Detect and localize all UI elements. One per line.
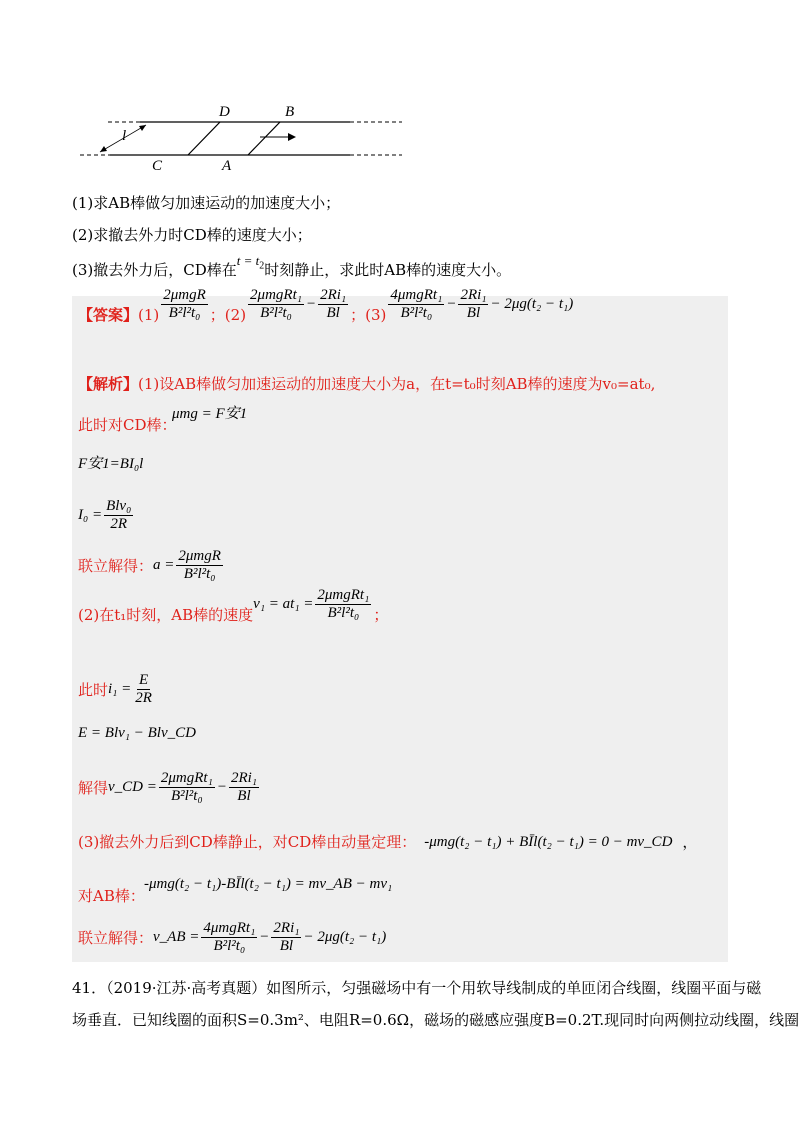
analysis-eq-12-den2: Bl: [279, 938, 294, 954]
analysis-eq-5-den: B²l²t₀: [183, 566, 216, 582]
label-l: l: [122, 128, 127, 144]
analysis-eq-10-end: ，: [682, 833, 698, 851]
rod-cd: [188, 122, 220, 155]
velocity-arrow: [260, 133, 296, 141]
analysis-line-9: 解得 v_CD = $\frac{\text{2μmgRt₁}}{\text{B²l²t₀}}$ − $\frac{\text{2Ri₁}}{Bl}$: [78, 770, 257, 804]
analysis-line-5: [78, 548, 225, 583]
analysis-eq-12-num1: 4μmgRt₁: [203, 920, 256, 936]
analysis-eq-12-den1: B²l²t₀: [213, 938, 246, 954]
analysis-eq-4-lhs: I₀ =: [78, 507, 103, 523]
analysis-eq-3: F安1=BI₀l: [78, 456, 144, 472]
answer-part-1: (1): [138, 306, 160, 324]
analysis-eq-9-lhs: v_CD =: [108, 779, 157, 795]
analysis-line-2: 此时对CD棒：: [78, 416, 177, 434]
label-b: B: [285, 104, 295, 120]
label-c: C: [152, 158, 163, 174]
question-3-post: 时刻静止，求此时AB棒的速度大小。: [264, 261, 512, 279]
analysis-eq-5-lhs: a =: [153, 557, 175, 573]
analysis-eq-9-num2: 2Ri₁: [230, 770, 257, 786]
question-3-pre: (3)撤去外力后，CD棒在: [72, 261, 237, 279]
question-1: (1)求AB棒做匀加速运动的加速度大小；: [72, 194, 341, 212]
rails-diagram: [70, 100, 410, 180]
analysis-eq-6-end: ；: [373, 606, 389, 624]
analysis-eq-7-num: E: [139, 672, 149, 688]
next-problem-line-2: 场垂直．已知线圈的面积S=0.3m²、电阻R=0.6Ω，磁场的磁感应强度B=0.2T.现同时向两侧拉动线圈，线圈: [72, 1011, 800, 1029]
answer-part-3: ；(3): [350, 306, 387, 324]
answer3-den2: Bl: [466, 304, 481, 321]
analysis-eq-4-den: 2R: [110, 516, 128, 532]
answer1-denominator: B²l²t₀: [168, 304, 201, 321]
question-2: (2)求撤去外力时CD棒的速度大小；: [72, 226, 312, 244]
answer3-tail: − 2μg(t₂ − t₁): [490, 296, 574, 312]
analysis-line-12: 联立解得： v_AB = $\frac{\text{4μmgRt₁}}{\text{B²l²t₀}}$ − $\frac{\text{2Ri₁}}{Bl}$ − 2μg(t₂ − t₁): [78, 920, 387, 954]
answer3-num2: 2Ri₁: [460, 286, 487, 303]
analysis-text-9: 解得: [78, 778, 109, 797]
analysis-eq-10: -μmg(t₂ − t₁) + BĪl(t₂ − t₁) = 0 − mv_CD: [424, 833, 673, 850]
analysis-text-7: 此时: [78, 680, 109, 699]
analysis-eq-8: E = Blv₁ − Blv_CD: [78, 725, 196, 741]
analysis-eq-6-num: 2μmgRt₁: [317, 586, 370, 603]
analysis-eq-4: [78, 498, 135, 533]
analysis-eq-11: -μmg(t₂ − t₁)-BĪl(t₂ − t₁) = mv_AB − mv₁: [144, 876, 393, 892]
analysis-text-6: (2)在t₁时刻，AB棒的速度: [78, 606, 254, 624]
analysis-line-10: [78, 832, 697, 852]
analysis-text-10: (3)撤去外力后到CD棒静止，对CD棒由动量定理：: [78, 833, 417, 851]
analysis-eq-9-num1: 2μmgRt₁: [160, 770, 213, 786]
analysis-eq-4-num: Blv₀: [106, 498, 132, 514]
analysis-eq-6-den: B²l²t₀: [327, 604, 360, 621]
answer-part-2: ；(2): [209, 306, 247, 324]
analysis-eq-9-den1: B²l²t₀: [170, 788, 203, 804]
analysis-eq-6-lhs: v₁ = at₁ =: [253, 595, 314, 612]
answer2-num2: 2Ri₁: [320, 286, 347, 303]
analysis-text-5: 联立解得：: [78, 556, 154, 575]
answer1-numerator: 2μmgR: [163, 286, 206, 303]
analysis-text-11: 对AB棒：: [78, 887, 145, 905]
answer-label: 【答案】: [78, 306, 139, 324]
analysis-text-1: (1)设AB棒做匀加速运动的加速度大小为a，在t=t₀时刻AB棒的速度为v₀=at₀,: [138, 375, 656, 393]
question-3-math: $t = t_2$: [236, 253, 265, 272]
analysis-eq-9-den2: Bl: [237, 788, 251, 804]
analysis-eq-12-tail: − 2μg(t₂ − t₁): [303, 929, 387, 945]
analysis-eq-7-lhs: i₁ =: [108, 681, 132, 697]
answer2-den2: Bl: [326, 304, 340, 321]
analysis-eq-2: μmg = F安1: [172, 406, 248, 422]
analysis-line-1: [78, 374, 655, 394]
analysis-text-12: 联立解得：: [78, 928, 154, 947]
question-3: [72, 253, 512, 287]
answer2-num1: 2μmgRt₁: [250, 286, 302, 303]
rod-ab: [248, 122, 280, 155]
analysis-eq-12-lhs: v_AB =: [153, 929, 200, 945]
next-problem-line-1: 41．（2019·江苏·高考真题）如图所示，匀强磁场中有一个用软导线制成的单匝闭合线圈，线圈平面与磁: [72, 979, 762, 997]
analysis-line-6: [78, 586, 389, 625]
analysis-line-7: [78, 672, 156, 707]
analysis-eq-12-num2: 2Ri₁: [273, 920, 300, 936]
analysis-eq-7-den: 2R: [135, 690, 152, 706]
analysis-eq-5-num: 2μmgR: [178, 548, 221, 564]
answer3-num1: 4μmgRt₁: [390, 286, 443, 303]
answer-line: 【答案】 (1) $\frac{\text{2μmgR}}{\text{B²l²t₀}}$ ；(2) $\frac{\text{2μmgRt₁}}{\text{B²l²t₀}}$ − $\frac{\text{2Ri₁}}{Bl}$ ；(3) $\frac{\text{4μmgRt₁}}{\text{B²l²t₀}}$ − $\frac{\text{2Ri₁}}{Bl}$ − 2μg(t₂ − t₁): [78, 286, 574, 324]
label-d: D: [219, 104, 230, 120]
answer2-den1: B²l²t₀: [260, 304, 292, 321]
answer3-den1: B²l²t₀: [400, 304, 433, 321]
analysis-label: 【解析】: [78, 375, 139, 393]
label-a: A: [222, 158, 232, 174]
